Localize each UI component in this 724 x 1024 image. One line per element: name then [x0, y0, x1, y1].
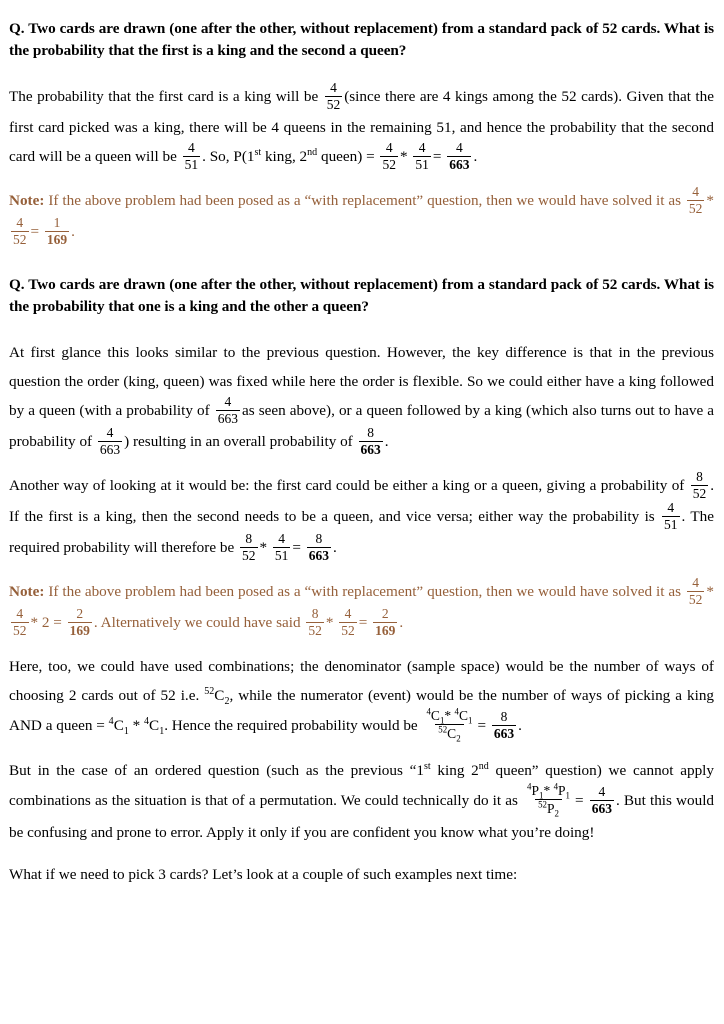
- operator-equals: =: [575, 792, 584, 810]
- combinations-paragraph: [9, 652, 714, 743]
- fraction-numerator: 4: [106, 425, 114, 441]
- combination-letter: C: [149, 717, 160, 735]
- ordinal-st: st: [254, 146, 262, 158]
- permutation-n: 4: [527, 781, 532, 792]
- answer-2-text-c: ) resulting in an overall probability of: [124, 433, 353, 451]
- fraction-numerator: 8: [367, 425, 375, 441]
- fraction-denominator: 52: [382, 157, 396, 173]
- combination-letter: C: [113, 717, 124, 735]
- fraction-denominator: 663: [217, 411, 238, 427]
- fraction-numerator: 4: [598, 784, 606, 800]
- fraction-denominator: [535, 799, 562, 819]
- fraction-numerator: 4: [224, 394, 232, 410]
- combination-n: 52: [204, 686, 215, 698]
- combination-4-choose-1-a: [108, 716, 129, 738]
- operator-times: *: [132, 717, 141, 735]
- fraction-4-663-a: [447, 141, 471, 172]
- combination-n: 4: [426, 706, 431, 717]
- operator-times-2: * 2 =: [30, 614, 62, 632]
- operator-times: *: [325, 614, 334, 632]
- fraction-4-52-a: [325, 81, 343, 112]
- combination-r: 1: [159, 726, 165, 738]
- combination-n: 4: [454, 706, 459, 717]
- fraction-4-52-f: [11, 607, 29, 638]
- fraction-numerator: 4: [455, 140, 463, 156]
- operator-equals: =: [358, 614, 368, 632]
- spacer: [9, 248, 714, 274]
- answer-1-paragraph: [9, 82, 714, 173]
- note-2-text-b: . Alternatively we could have said: [93, 614, 301, 632]
- fraction-numerator: 4: [692, 184, 700, 200]
- permutation-letter: P: [546, 801, 555, 817]
- fraction-numerator: 1: [53, 215, 61, 231]
- spacer: [9, 318, 714, 338]
- question-2-heading: Q. Two cards are drawn (one after the other, without replacement) from a standard pack of 52 cards. What is the probability that one is a king and the other a queen?: [9, 276, 714, 316]
- ordinal-nd: nd: [307, 146, 318, 158]
- fraction-denominator: 52: [326, 97, 341, 113]
- fraction-numerator: 8: [315, 531, 323, 547]
- permutation-letter: P: [558, 783, 566, 799]
- operator-times: *: [706, 583, 715, 601]
- fraction-numerator: 4: [344, 606, 352, 622]
- fraction-8-663-a: [359, 426, 383, 457]
- comb-text-a: Here, too, we could have used combinations; the denominator (sample space) would be the number of ways of choosing 2 cards out of 52 i.e.: [9, 658, 714, 705]
- operator-times: *: [399, 148, 408, 166]
- combination-r: 1: [123, 726, 129, 738]
- answer-2-text-b: as seen above), or a queen followed by a king (which also turns out to have a probability of: [9, 402, 714, 451]
- combination-r: 1: [439, 715, 445, 726]
- fraction-numerator: 4: [330, 80, 337, 96]
- fraction-denominator: 663: [449, 157, 470, 173]
- fraction-numerator: 4: [692, 575, 700, 591]
- combination-letter: C: [430, 708, 440, 724]
- spacer: [9, 847, 714, 860]
- fraction-4-51-d: [273, 532, 291, 563]
- period: .: [384, 433, 389, 451]
- comb-text-c: . Hence the required probability would be: [164, 717, 418, 735]
- fraction-numerator: 4: [667, 500, 675, 516]
- operator-equals: =: [292, 539, 301, 557]
- fraction-denominator: 52: [688, 592, 703, 608]
- fraction-8-52-b: [240, 532, 258, 563]
- spacer: [9, 564, 714, 577]
- ordinal-st: st: [423, 761, 431, 773]
- fraction-numerator: 8: [245, 531, 253, 547]
- fraction-8-52-a: [691, 470, 709, 501]
- fraction-8-663-b: [307, 532, 331, 563]
- fraction-denominator: 663: [308, 548, 330, 564]
- fraction-4-663-c: [98, 426, 122, 457]
- period: .: [399, 614, 404, 632]
- operator-times: *: [444, 708, 452, 724]
- fraction-denominator: 52: [242, 548, 256, 564]
- fraction-4-663-b: [216, 395, 240, 426]
- closing-paragraph: What if we need to pick 3 cards? Let’s look at a couple of such examples next time:: [9, 866, 518, 884]
- period: .: [518, 717, 522, 735]
- fraction-numerator: 4: [418, 140, 426, 156]
- fraction-denominator: 52: [341, 623, 355, 639]
- fraction-denominator: 51: [415, 157, 429, 173]
- fraction-4-51-b: [413, 141, 431, 172]
- perm-text-a: But in the case of an ordered question (such as the previous “1: [9, 762, 424, 780]
- fraction-4-51-c: [662, 501, 680, 532]
- operator-times: *: [706, 192, 715, 210]
- note-1-paragraph: [9, 186, 714, 248]
- fraction-2-169-a: [68, 607, 92, 638]
- fraction-numerator: 2: [76, 606, 84, 622]
- alt-text-a: Another way of looking at it would be: the first card could be either a king or a queen, giving a probability of: [9, 477, 685, 495]
- answer-2-paragraph: [9, 338, 714, 458]
- permutation-n: 52: [538, 799, 547, 810]
- permutation-r: 1: [539, 790, 544, 801]
- fraction-4-52-d: [11, 216, 29, 247]
- answer-1-text-d: king, 2: [261, 148, 308, 166]
- note-2-paragraph: [9, 577, 714, 639]
- fraction-4-52-c: [687, 185, 705, 216]
- fraction-denominator: 52: [688, 201, 703, 217]
- combination-letter: C: [458, 708, 468, 724]
- perm-text-c: queen” question) we cannot apply combinations as the situation is that of a permutation. We could technically do it as: [9, 762, 714, 810]
- perm-text-b: king 2: [430, 762, 479, 780]
- alt-text-b: . If the first is a king, then the second needs to be a queen, and vice versa; either way the probability is: [9, 477, 714, 526]
- operator-equals: =: [477, 717, 487, 735]
- fraction-numerator: 4: [16, 215, 24, 231]
- fraction-denominator: 663: [360, 442, 381, 458]
- operator-equals: =: [30, 223, 40, 241]
- permutation-r: 1: [565, 790, 570, 801]
- fraction-4-663-d: [590, 785, 614, 816]
- note-2-label: Note:: [9, 583, 45, 601]
- combination-n: 52: [438, 724, 448, 735]
- fraction-combinations-expression: [423, 706, 475, 744]
- fraction-denominator: [435, 724, 463, 744]
- fraction-numerator: 8: [500, 709, 508, 725]
- fraction-denominator: 51: [184, 157, 199, 173]
- combination-letter: C: [214, 687, 225, 705]
- combination-r: 2: [456, 733, 461, 744]
- fraction-denominator: 52: [13, 232, 27, 248]
- note-1-text: If the above problem had been posed as a “with replacement” question, then we would have solved it as: [48, 192, 681, 210]
- combination-letter: C: [447, 726, 457, 742]
- answer-2-text-a: At first glance this looks similar to the previous question. However, the key difference is that in the previous question the order (king, queen) was fixed while here the order is flexible. So we could either have a king followed by a queen (with a probability of: [9, 344, 714, 420]
- permutations-paragraph: [9, 756, 714, 847]
- fraction-denominator: 51: [274, 548, 289, 564]
- combination-52-choose-2: [204, 686, 230, 708]
- fraction-8-663-c: [492, 710, 516, 741]
- ordinal-nd: nd: [478, 761, 489, 773]
- combination-r: 1: [467, 715, 473, 726]
- spacer: [9, 173, 714, 186]
- combination-r: 2: [224, 696, 230, 708]
- alt-text-c: . The required probability will therefore be: [9, 508, 715, 557]
- fraction-denominator: 52: [692, 486, 707, 502]
- spacer: [9, 639, 714, 652]
- fraction-denominator: 52: [308, 623, 322, 639]
- spacer: [9, 458, 714, 471]
- permutation-r: 2: [554, 808, 559, 819]
- period: .: [333, 539, 337, 557]
- note-2-text-a: If the above problem had been posed as a “with replacement” question, then we would have solved it as: [48, 583, 681, 601]
- operator-times: *: [543, 783, 551, 799]
- note-1-label: Note:: [9, 192, 45, 210]
- fraction-8-52-c: [306, 607, 324, 638]
- fraction-4-51-a: [183, 141, 201, 172]
- spacer: [9, 743, 714, 756]
- operator-equals: =: [432, 148, 442, 166]
- spacer: [9, 62, 714, 82]
- operator-times: *: [259, 539, 268, 557]
- fraction-denominator: 663: [493, 726, 515, 742]
- comb-text-b: , while the numerator (event) would be the number of ways of picking a king AND a queen =: [9, 687, 715, 735]
- fraction-numerator: 4: [188, 140, 195, 156]
- fraction-denominator: 169: [375, 623, 396, 639]
- fraction-numerator: 4: [16, 606, 24, 622]
- fraction-numerator: 8: [696, 469, 703, 485]
- fraction-2-169-b: [373, 607, 397, 638]
- fraction-denominator: 663: [99, 442, 121, 458]
- fraction-numerator: [423, 708, 475, 724]
- combination-n: 4: [144, 716, 150, 728]
- fraction-4-52-b: [380, 141, 398, 172]
- fraction-numerator: [524, 783, 573, 799]
- fraction-denominator: 169: [46, 232, 68, 248]
- combination-n: 4: [108, 716, 114, 728]
- fraction-1-169: [45, 216, 69, 247]
- period: .: [71, 223, 75, 241]
- fraction-denominator: 663: [591, 801, 612, 817]
- fraction-permutations-expression: [524, 781, 573, 819]
- permutation-n: 4: [553, 781, 559, 792]
- period: .: [473, 148, 478, 166]
- perm-text-d: . But this would be confusing and prone to error. Apply it only if you are confident you know what you’re doing!: [9, 792, 715, 842]
- fraction-numerator: 2: [381, 606, 389, 622]
- fraction-numerator: 4: [385, 140, 393, 156]
- answer-1-text-b: (since there are 4 kings among the 52 cards). Given that the first card picked was a king, there will be 4 queens in the remaining 51, and hence the probability that the second card will be a queen will be: [9, 88, 714, 166]
- answer-1-text-c: . So, P(1: [202, 148, 255, 166]
- fraction-4-52-g: [339, 607, 357, 638]
- answer-1-text-e: queen) =: [317, 148, 375, 166]
- fraction-numerator: 4: [278, 531, 286, 547]
- combination-4-choose-1-b: [144, 716, 165, 738]
- fraction-4-52-e: [687, 576, 705, 607]
- fraction-numerator: 8: [311, 606, 319, 622]
- answer-1-text-a: The probability that the first card is a king will be: [9, 88, 319, 105]
- fraction-denominator: 169: [69, 623, 90, 639]
- alternate-explanation-paragraph: [9, 471, 714, 564]
- fraction-denominator: 52: [13, 623, 27, 639]
- fraction-denominator: 51: [664, 517, 678, 533]
- question-1-heading: Q. Two cards are drawn (one after the other, without replacement) from a standard pack of 52 cards. What is the probability that the first is a king and the second a queen?: [9, 20, 714, 59]
- permutation-letter: P: [531, 783, 539, 799]
